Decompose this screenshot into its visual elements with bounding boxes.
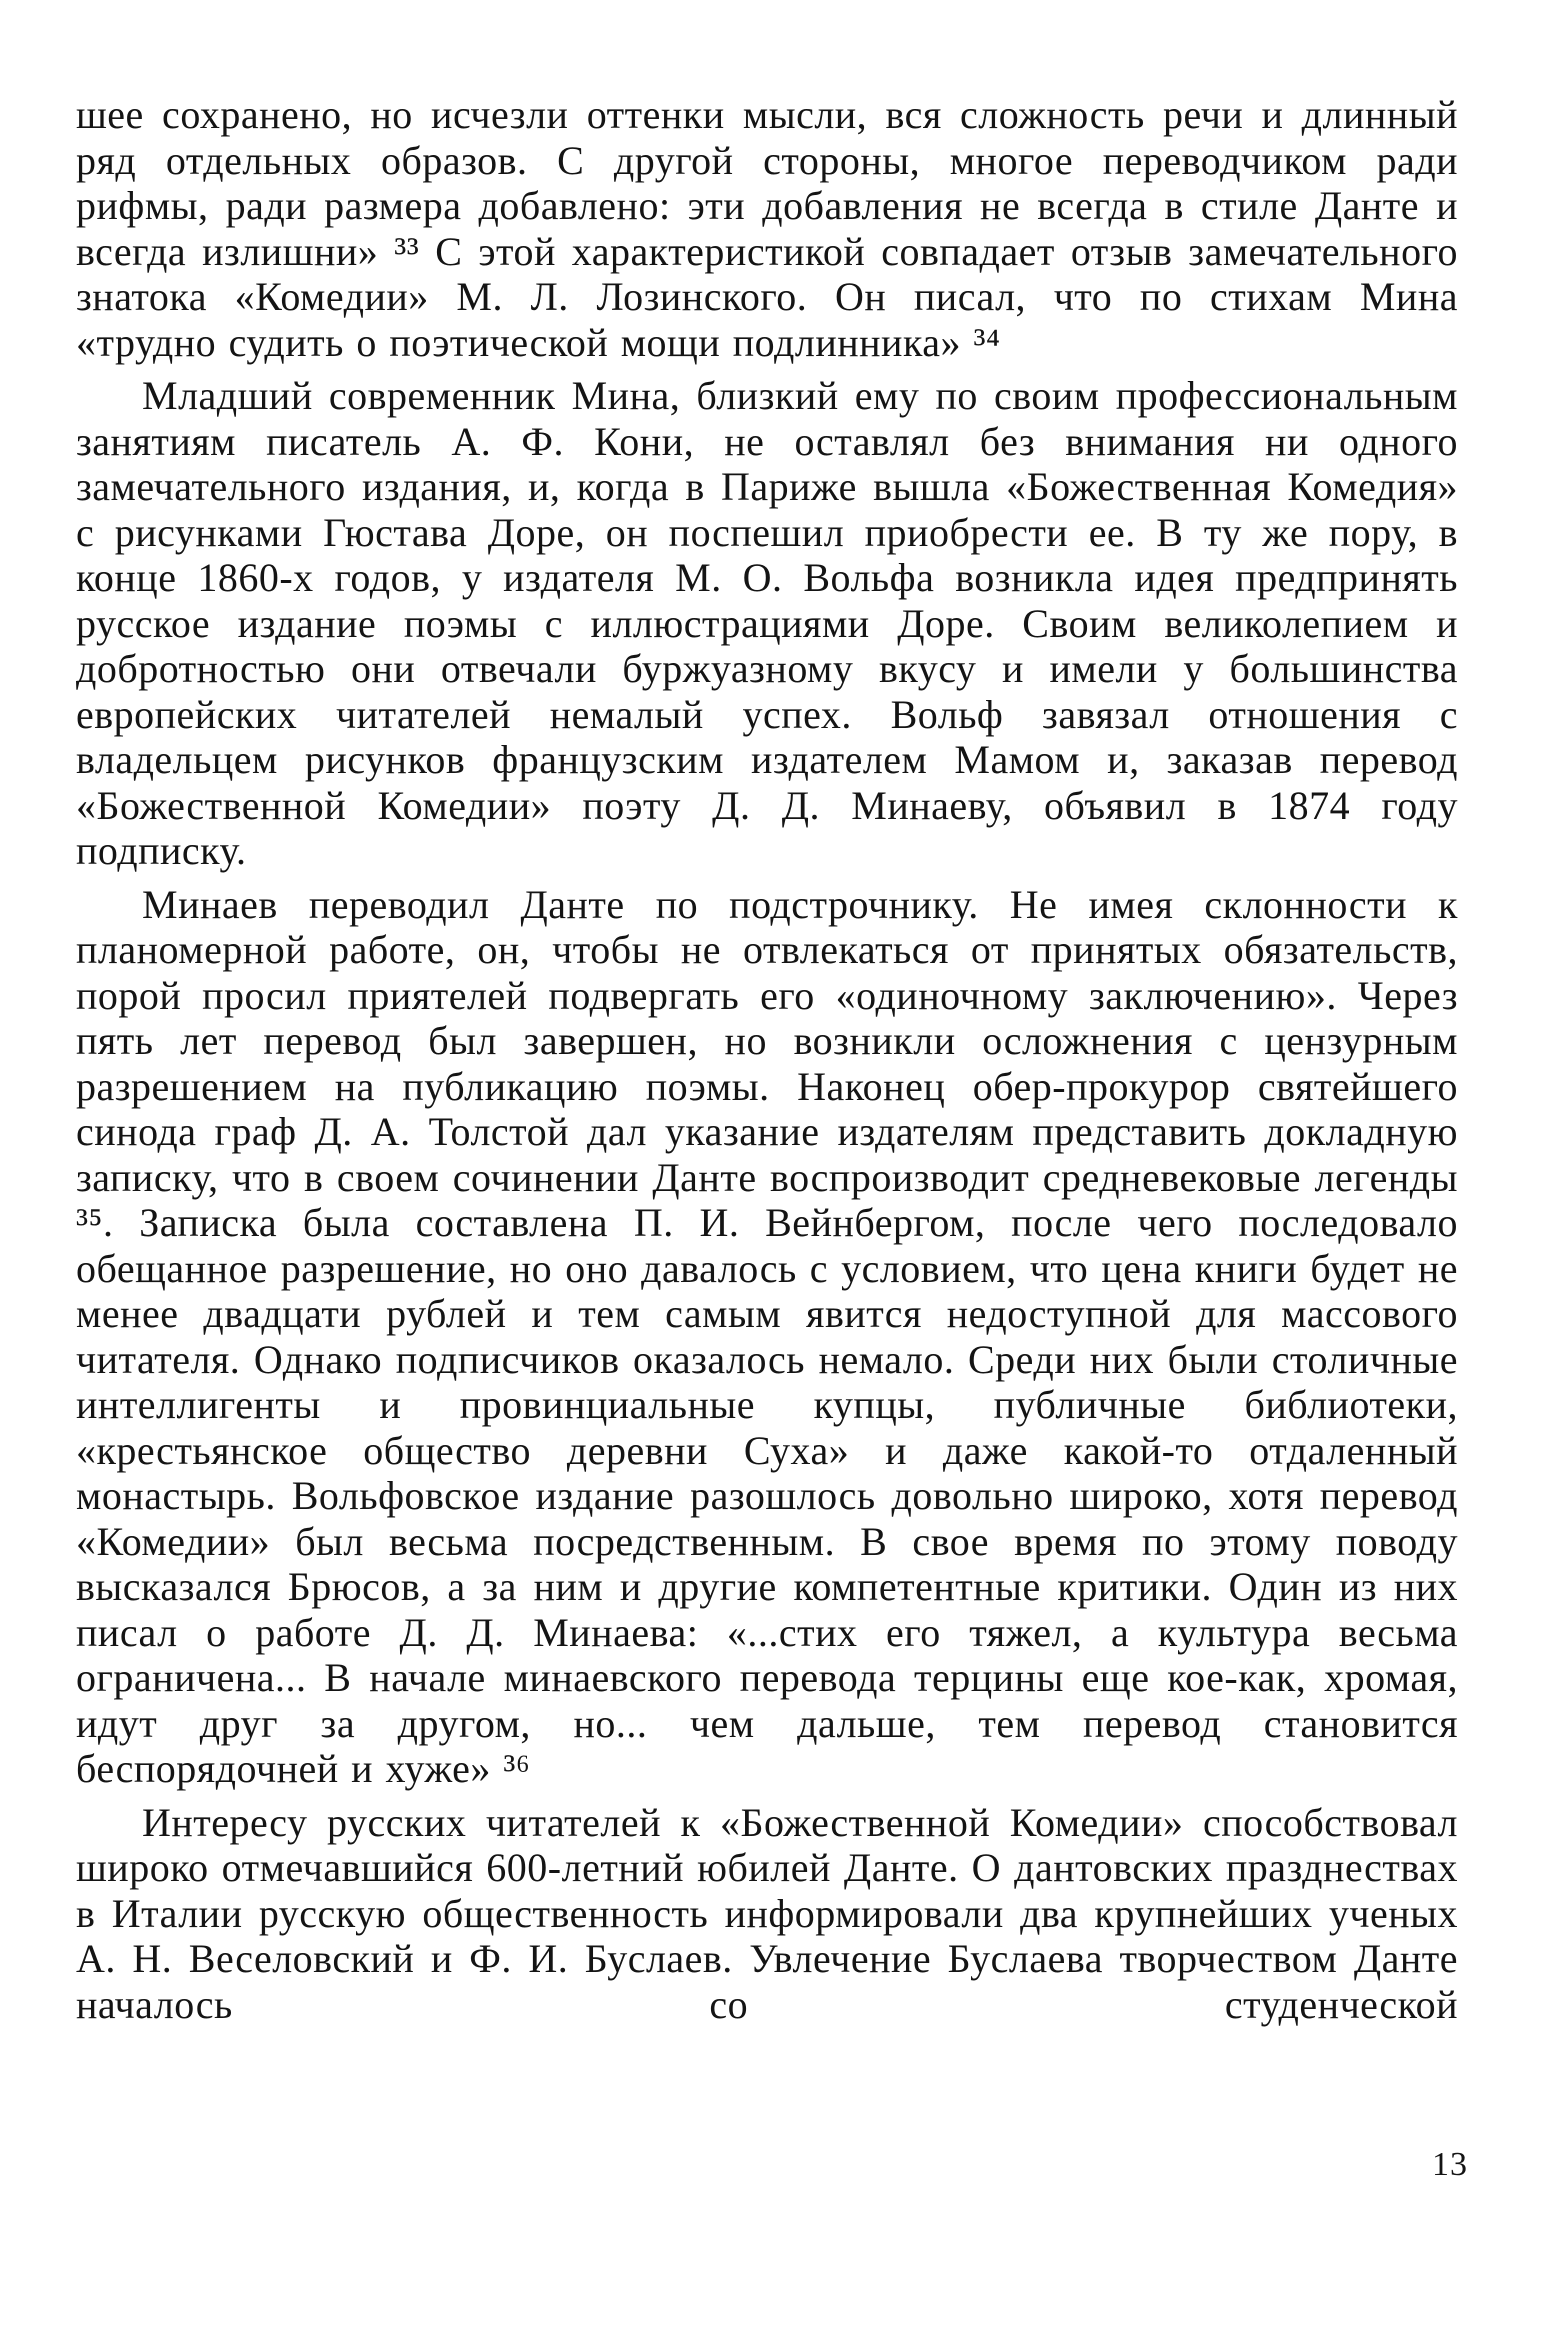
paragraph-4: Интересу русских читателей к «Божественной Комедии» способствовал широко отмечавшийся 600-летний юбилей Данте. О дантовских празднествах в Италии русскую общественность информировали два крупнейших ученых А. Н. Веселовский и Ф. И. Буслаев. Увлечение Буслаева творчеством Данте началось со студенческой [76,1799,1458,2027]
paragraph-3: Минаев переводил Данте по подстрочнику. Не имея склонности к планомерной работе, он, чтобы не отвлекаться от принятых обязательств, порой просил приятелей подвергать его «одиночному заключению». Через пять лет перевод был завершен, но возникли осложнения с цензурным разрешением на публикацию поэмы. Наконец обер-прокурор святейшего синода граф Д. А. Толстой дал указание издателям представить докладную записку, что в своем сочинении Данте воспроизводит средневековые легенды ³⁵. Записка была составлена П. И. Вейнбергом, после чего последовало обещанное разрешение, но оно давалось с условием, что цена книги будет не менее двадцати рублей и тем самым явится недоступной для массового читателя. Однако подписчиков оказалось немало. Среди них были столичные интеллигенты и провинциальные купцы, публичные библиотеки, «крестьянское общество деревни Суха» и даже какой-то отдаленный монастырь. Вольфовское издание разошлось довольно широко, хотя перевод «Комедии» был весьма посредственным. В свое время по этому поводу высказался Брюсов, а за ним и другие компетентные критики. Один из них писал о работе Д. Д. Минаева: «...стих его тяжел, а культура весьма ограничена... В начале минаевского перевода терцины еще кое-как, хромая, идут друг за другом, но... чем дальше, тем перевод становится беспорядочней и хуже» ³⁶ [76,881,1458,1791]
page-body [76,92,1458,2035]
paragraph-2: Младший современник Мина, близкий ему по своим профессиональным занятиям писатель А. Ф. Кони, не оставлял без внимания ни одного замечательного издания, и, когда в Париже вышла «Божественная Комедия» с рисунками Гюстава Доре, он поспешил приобрести ее. В ту же пору, в конце 1860-х годов, у издателя М. О. Вольфа возникла идея предпринять русское издание поэмы с иллюстрациями Доре. Своим великолепием и добротностью они отвечали буржуазному вкусу и имели у большинства европейских читателей немалый успех. Вольф завязал отношения с владельцем рисунков французским издателем Мамом и, заказав перевод «Божественной Комедии» поэту Д. Д. Минаеву, объявил в 1874 году подписку. [76,373,1458,873]
page-number: 13 [1432,2146,1468,2183]
paragraph-1: шее сохранено, но исчезли оттенки мысли, вся сложность речи и длинный ряд отдельных образов. С другой стороны, многое переводчиком ради рифмы, ради размера добавлено: эти добавления не всегда в стиле Данте и всегда излишни» ³³ С этой характеристикой совпадает отзыв замечательного знатока «Комедии» М. Л. Лозинского. Он писал, что по стихам Мина «трудно судить о поэтической мощи подлинника» ³⁴ [76,92,1458,365]
